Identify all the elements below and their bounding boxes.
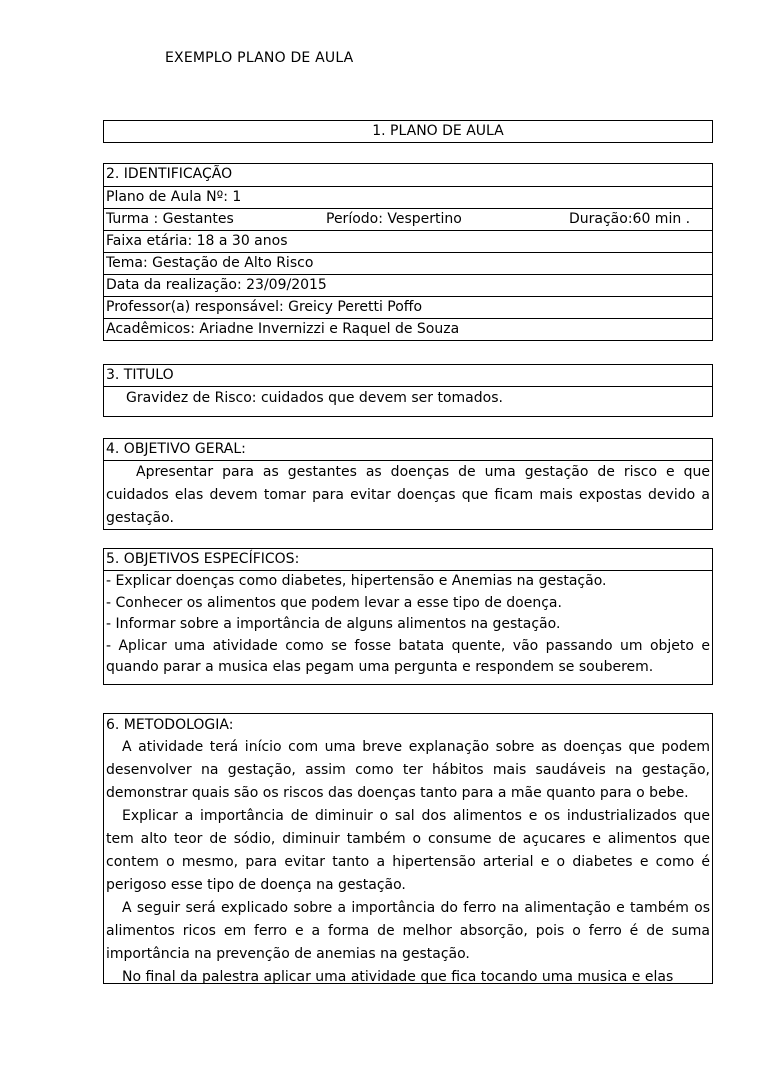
- tema: Tema: Gestação de Alto Risco: [104, 252, 712, 274]
- data-realizacao: Data da realização: 23/09/2015: [104, 274, 712, 296]
- metodologia-paragraph: No final da palestra aplicar uma atividade que fica tocando uma musica e elas: [122, 969, 674, 984]
- identification-table: [103, 163, 713, 341]
- list-item: - Aplicar uma atividade como se fosse batata quente, vão passando um objeto e quando parar a musica elas pegam uma pergunta e respondem se souberem.: [106, 637, 710, 675]
- metodologia-box: [103, 713, 713, 984]
- objetivo-geral-heading: 4. OBJETIVO GERAL:: [104, 439, 712, 461]
- titulo-box: [103, 364, 713, 417]
- metodologia-heading: 6. METODOLOGIA:: [106, 717, 234, 733]
- metodologia-paragraph: Explicar a importância de diminuir o sal dos alimentos e os industrializados que tem alto teor de sódio, diminuir também o consume de açucares e alimentos que contem o mesmo, para evitar tanto a hipertensão arterial e o diabetes e como é perigoso esse tipo de doença na gestação.: [106, 808, 710, 893]
- objetivo-geral-text: Apresentar para as gestantes as doenças de uma gestação de risco e que cuidados elas devem tomar para evitar doenças que ficam mais expostas devido a gestação.: [106, 464, 710, 526]
- document-title: EXEMPLO PLANO DE AULA: [165, 50, 354, 66]
- professor: Professor(a) responsável: Greicy Peretti Poffo: [104, 296, 712, 318]
- turma: Turma : Gestantes: [106, 211, 234, 227]
- plan-header-box: [103, 120, 713, 143]
- titulo-heading: 3. TITULO: [104, 365, 712, 387]
- identification-heading: 2. IDENTIFICAÇÃO: [106, 166, 233, 182]
- objetivos-especificos-box: [103, 548, 713, 685]
- list-item: - Conhecer os alimentos que podem levar a esse tipo de doença.: [106, 594, 562, 611]
- list-item: - Explicar doenças como diabetes, hipertensão e Anemias na gestação.: [106, 573, 607, 589]
- turma-row: [104, 208, 712, 230]
- metodologia-paragraph: A atividade terá início com uma breve explanação sobre as doenças que podem desenvolver na gestação, assim como ter hábitos mais saudáveis na gestação, demonstrar quais são os riscos das doenças tanto para a mãe quanto para o bebe.: [106, 739, 710, 801]
- objetivos-especificos-heading: 5. OBJETIVOS ESPECÍFICOS:: [104, 549, 712, 571]
- objetivo-geral-box: [103, 438, 713, 530]
- duracao: Duração:60 min .: [569, 211, 691, 227]
- list-item: - Informar sobre a importância de alguns alimentos na gestação.: [106, 616, 561, 632]
- metodologia-paragraph: A seguir será explicado sobre a importância do ferro na alimentação e também os alimentos ricos em ferro e a forma de melhor absorção, pois o ferro é de suma importância na prevenção de anemias na gestação.: [106, 900, 710, 962]
- periodo: Período: Vespertino: [326, 211, 462, 227]
- titulo-text: Gravidez de Risco: cuidados que devem ser tomados.: [126, 390, 503, 406]
- plan-heading: 1. PLANO DE AULA: [372, 123, 504, 139]
- faixa-etaria: Faixa etária: 18 a 30 anos: [104, 230, 712, 252]
- academicos: Acadêmicos: Ariadne Invernizzi e Raquel de Souza: [104, 318, 712, 340]
- plan-number: Plano de Aula Nº: 1: [104, 186, 712, 208]
